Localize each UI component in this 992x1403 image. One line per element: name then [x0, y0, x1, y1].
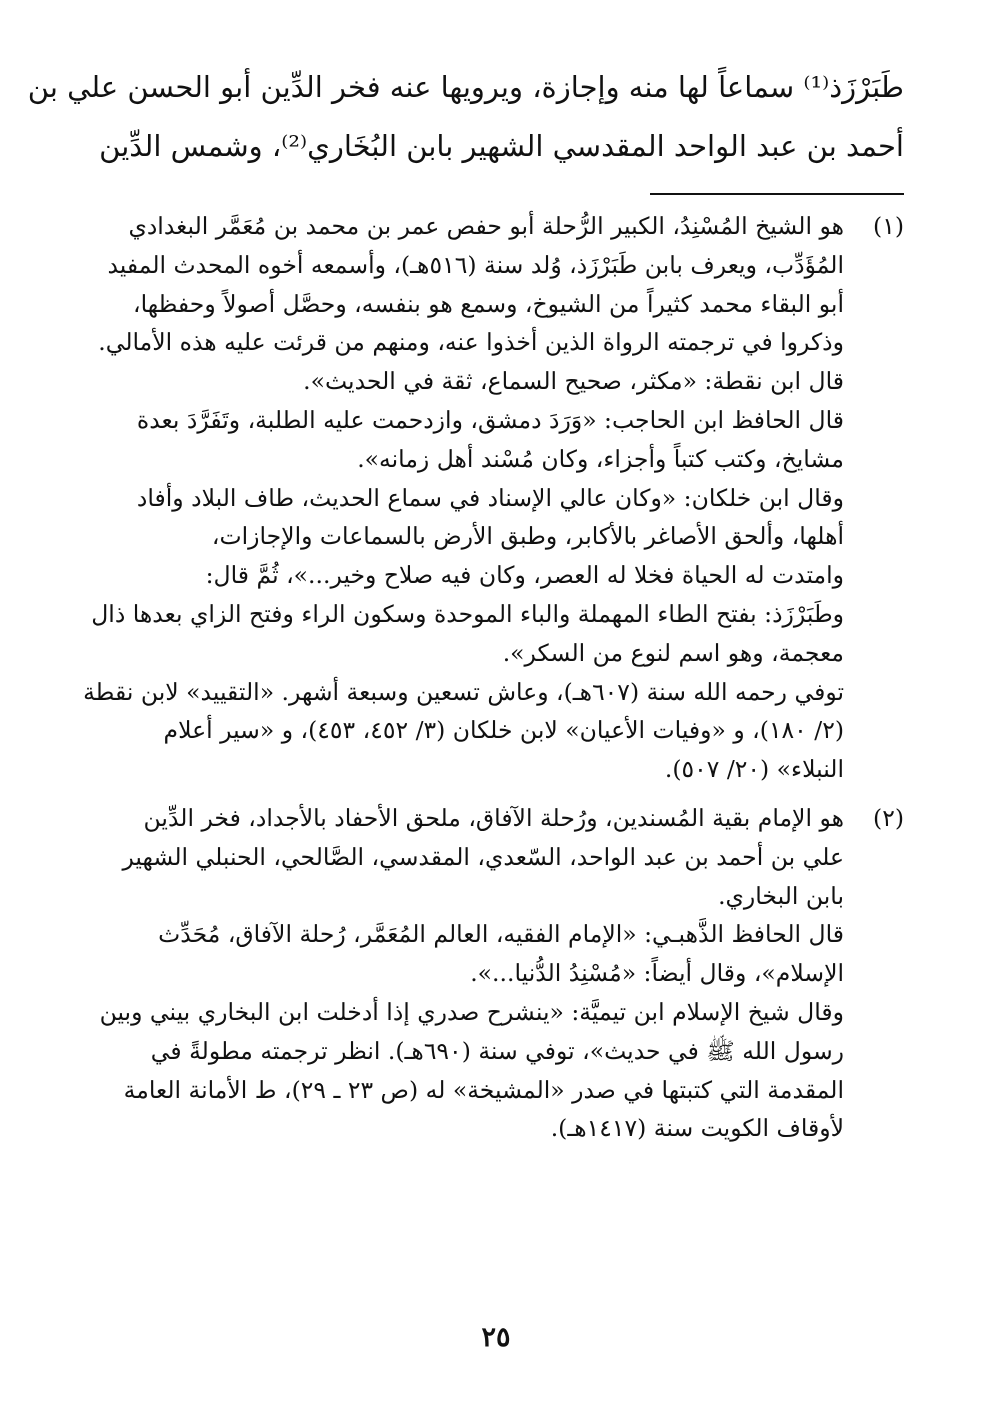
footnote-line: وقال شيخ الإسلام ابن تيميَّة: «ينشرح صدري إذا أدخلت ابن البخاري بيني وبين	[99, 997, 844, 1026]
footnote-line: رسول الله ﷺ في حديث»، توفي سنة (٦٩٠هـ). انظر ترجمته مطولةً في	[150, 1036, 844, 1065]
main-text-line: أحمد بن عبد الواحد المقدسي الشهير بابن البُخَاري⁽²⁾، وشمس الدِّين	[99, 129, 904, 163]
main-text	[27, 58, 904, 176]
footnote-line: هو الشيخ المُسْنِدُ، الكبير الرُّحلة أبو حفص عمر بن محمد بن مُعَمَّر البغدادي	[128, 212, 844, 240]
footnote-line: (٢/ ١٨٠)، و «وفيات الأعيان» لابن خلكان (٣/ ٤٥٢، ٤٥٣)، و «سير أعلام	[163, 716, 844, 745]
footnote-number: (١)	[873, 212, 904, 240]
footnote-line: بابن البخاري.	[718, 881, 844, 910]
footnote-line: أبو البقاء محمد كثيراً من الشيوخ، وسمع هو بنفسه، وحصَّل أصولاً وحفظها،	[133, 289, 844, 318]
footnotes	[74, 207, 904, 1152]
footnote-line: الإسلام»، وقال أيضاً: «مُسْنِدُ الدُّنيا...».	[470, 959, 844, 988]
main-text-line: طَبَرْزَذ⁽¹⁾ سماعاً لها منه وإجازة، ويرويها عنه فخر الدِّين أبو الحسن علي بن	[27, 70, 904, 104]
footnote-line: علي بن أحمد بن عبد الواحد، السّعدي، المقدسي، الصَّالحي، الحنبلي الشهير	[122, 842, 844, 871]
page-number: ٢٥	[481, 1322, 511, 1353]
footnote-line: وامتدت له الحياة فخلا له العصر، وكان فيه صلاح وخير...»، ثُمَّ قال:	[205, 561, 844, 590]
footnote-line: مشايخ، وكتب كتباً وأجزاء، وكان مُسْند أهل زمانه».	[357, 444, 844, 473]
footnote-2	[74, 799, 904, 1148]
footnote-line: وقال ابن خلكان: «وكان عالي الإسناد في سماع الحديث، طاف البلاد وأفاد	[136, 483, 844, 512]
footnote-body	[74, 799, 844, 1148]
footnote-line: معجمة، وهو اسم لنوع من السكر».	[502, 638, 844, 667]
footnote-number: (٢)	[873, 803, 904, 832]
footnote-line: وذكروا في ترجمته الرواة الذين أخذوا عنه، ومنهم من قرئت عليه هذه الأمالي.	[98, 328, 844, 357]
footnote-line: هو الإمام بقية المُسندين، ورُحلة الآفاق، ملحق الأحفاد بالأجداد، فخر الدِّين	[143, 803, 844, 832]
footnote-line: المقدمة التي كتبتها في صدر «المشيخة» له (ص ٢٣ ـ ٢٩)، ط الأمانة العامة	[123, 1075, 844, 1104]
footnote-body	[74, 207, 844, 789]
footnote-line: توفي رحمه الله سنة (٦٠٧هـ)، وعاش تسعين وسبعة أشهر. «التقييد» لابن نقطة	[83, 677, 844, 706]
footnote-line: قال الحافظ ابن الحاجب: «وَرَدَ دمشق، وازدحمت عليه الطلبة، وتَفَرَّدَ بعدة	[136, 405, 844, 434]
footnote-line: قال ابن نقطة: «مكثر، صحيح السماع، ثقة في الحديث».	[303, 367, 844, 396]
footnote-line: النبلاء» (٢٠/ ٥٠٧).	[664, 755, 844, 784]
footnote-line: أهلها، وألحق الأصاغر بالأكابر، وطبق الأرض بالسماعات والإجازات،	[211, 522, 844, 551]
footnote-1	[74, 207, 904, 789]
footnote-line: وطَبَرْزَذ: بفتح الطاء المهملة والباء الموحدة وسكون الراء وفتح الزاي بعدها ذال	[91, 599, 844, 628]
footnote-line: قال الحافظ الذَّهبـي: «الإمام الفقيه، العالم المُعَمَّر، رُحلة الآفاق، مُحَدِّث	[158, 920, 844, 949]
footnote-line: المُؤَدِّب، ويعرف بابن طَبَرْزَذ، وُلد سنة (٥١٦هـ)، وأسمعه أخوه المحدث المفيد	[107, 250, 844, 279]
footnote-separator	[650, 193, 904, 195]
footnote-line: لأوقاف الكويت سنة (١٤١٧هـ).	[550, 1114, 844, 1143]
